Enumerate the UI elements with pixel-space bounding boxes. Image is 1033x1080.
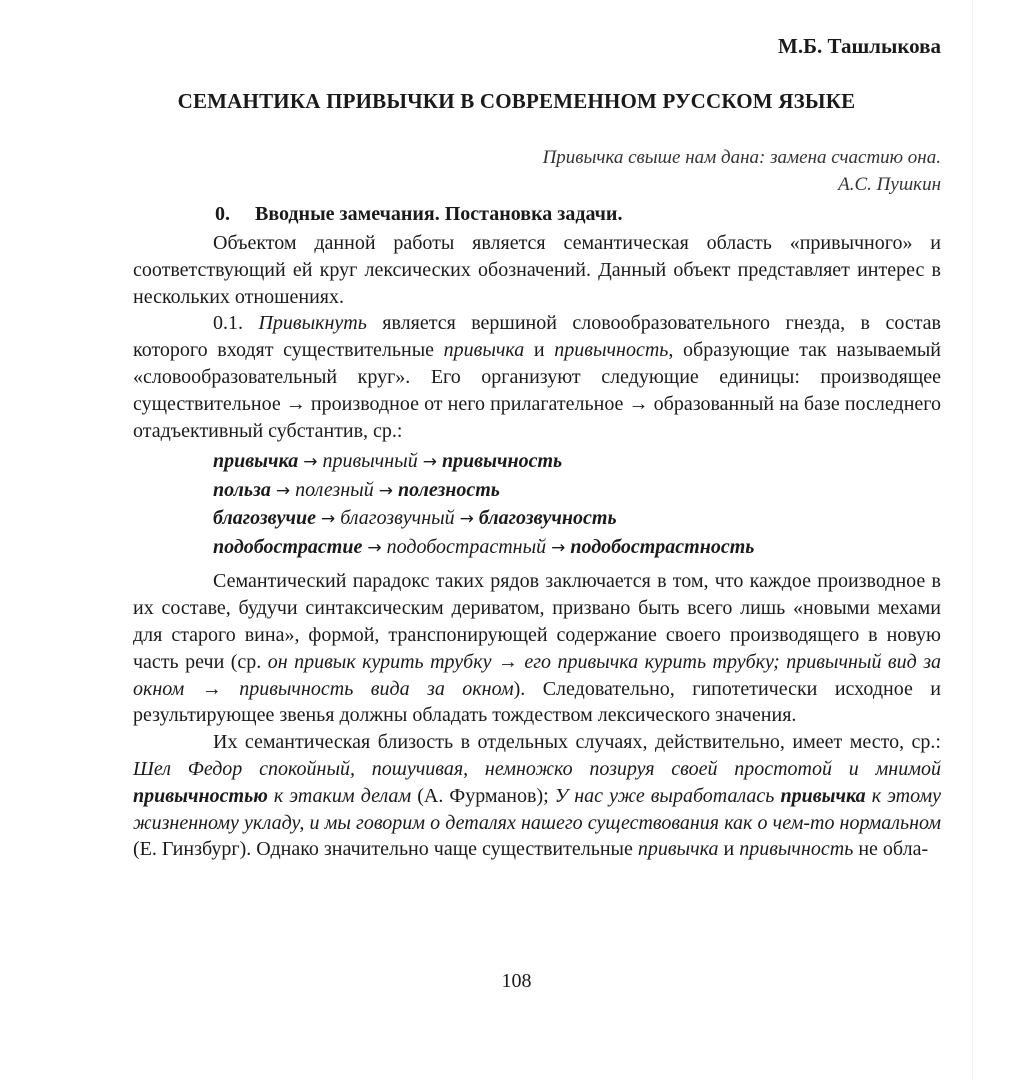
arrow-icon: → <box>459 509 474 530</box>
arrow-icon: → <box>378 480 393 501</box>
series-substantive: подобострастность <box>570 535 755 558</box>
example-italic: он привык курить трубку → его привычка курить трубку; привычный вид за окном → привычность вида за окном <box>133 650 941 700</box>
text-span: Семантический парадокс таких рядов заключается в том, что каждое производное в их составе, будучи синтаксическим дериватом, призвано быть всего лишь «новыми мехами для старого вина», формой, транспонирующей содержание своего производящего в новую часть речи (ср. <box>133 570 941 673</box>
arrow-icon: → <box>422 452 437 473</box>
epigraph-source: А.С. Пушкин <box>838 174 941 195</box>
section-heading <box>133 200 941 228</box>
series-adjective: полезный <box>295 478 374 501</box>
text-span: Их семантическая близость в отдельных случаях, действительно, имеет место, ср.: <box>213 731 941 754</box>
quote-italic: Шел Федор спокойный, пошучивая, немножко позируя своей простотой и мнимой <box>133 757 941 780</box>
quote-italic: У нас уже выработалась <box>554 784 781 807</box>
term-privychnost: привычность <box>554 339 669 362</box>
article-body <box>133 200 941 863</box>
arrow-icon: → <box>320 509 336 530</box>
quote-italic: к этаким делам <box>267 784 412 807</box>
series-row <box>213 448 941 477</box>
series-substantive: благозвучность <box>478 507 617 530</box>
article-title: СЕМАНТИКА ПРИВЫЧКИ В СОВРЕМЕННОМ РУССКОМ ЯЗЫКЕ <box>177 89 856 113</box>
quote-italic: к этому жизненному укладу, и мы говорим о деталях нашего существования как о чем-то нормальном <box>133 784 941 834</box>
scan-edge-line <box>972 0 973 1080</box>
arrow-icon: → <box>551 537 566 558</box>
paragraph-1: Объектом данной работы является семантическая область «привычного» и соответствующий ей круг лексических обозначений. Данный объект представляет интерес в нескольких отношениях. <box>133 232 941 308</box>
arrow-icon: → <box>303 452 318 473</box>
paragraph-3 <box>133 568 941 729</box>
series-noun: привычка <box>213 450 299 473</box>
paragraph-4 <box>133 729 941 863</box>
subsection-number: 0.1. <box>213 312 243 335</box>
series-adjective: благозвучный <box>340 507 455 530</box>
section-number: 0. <box>215 203 230 225</box>
series-noun: польза <box>213 478 271 501</box>
text-span: и <box>524 339 555 362</box>
section-title: Вводные замечания. Постановка задачи. <box>255 203 623 225</box>
arrow-icon: → <box>275 480 291 501</box>
term-privychka: привычка <box>443 339 525 362</box>
term-privyknut: Привыкнуть <box>258 312 367 335</box>
text-span: не обла- <box>853 838 929 861</box>
series-noun: благозвучие <box>213 507 316 530</box>
citation: (Е. Гинзбург). Однако значительно чаще существительные <box>133 838 638 861</box>
author-name: М.Б. Ташлыкова <box>778 34 941 58</box>
series-noun: подобострастие <box>213 535 363 558</box>
text-span: и <box>718 838 740 861</box>
paragraph-2 <box>133 310 941 444</box>
citation: (А. Фурманов); <box>411 784 555 807</box>
page-number: 108 <box>501 970 532 992</box>
epigraph <box>543 144 941 198</box>
series-row <box>213 534 941 563</box>
derivation-series <box>213 448 941 562</box>
epigraph-quote: Привычка свыше нам дана: замена счастию она. <box>542 147 941 168</box>
quote-bold-term: привычностью <box>133 784 268 807</box>
text-span: ). Следовательно, гипотетически исходное и результирующее звенья должны обладать тождеством лексического значения. <box>133 677 941 727</box>
text-span: , образующие так называемый «словообразовательный круг». Его организуют следующие единицы: производящее существительное → производное от него прилагательное → образованный на базе последнего отадъективный субстантив, ср.: <box>133 339 941 442</box>
term-privychka: привычка <box>637 838 719 861</box>
series-substantive: привычность <box>441 450 563 473</box>
series-adjective: привычный <box>322 450 418 473</box>
arrow-icon: → <box>367 537 382 558</box>
quote-bold-term: привычка <box>780 784 866 807</box>
series-adjective: подобострастный <box>386 535 547 558</box>
series-row <box>213 505 941 534</box>
term-privychnost: привычность <box>739 838 854 861</box>
series-substantive: полезность <box>397 478 500 501</box>
series-row <box>213 477 941 506</box>
text-span: является вершиной словообразовательного гнезда, в состав которого входят существительные <box>133 312 942 362</box>
